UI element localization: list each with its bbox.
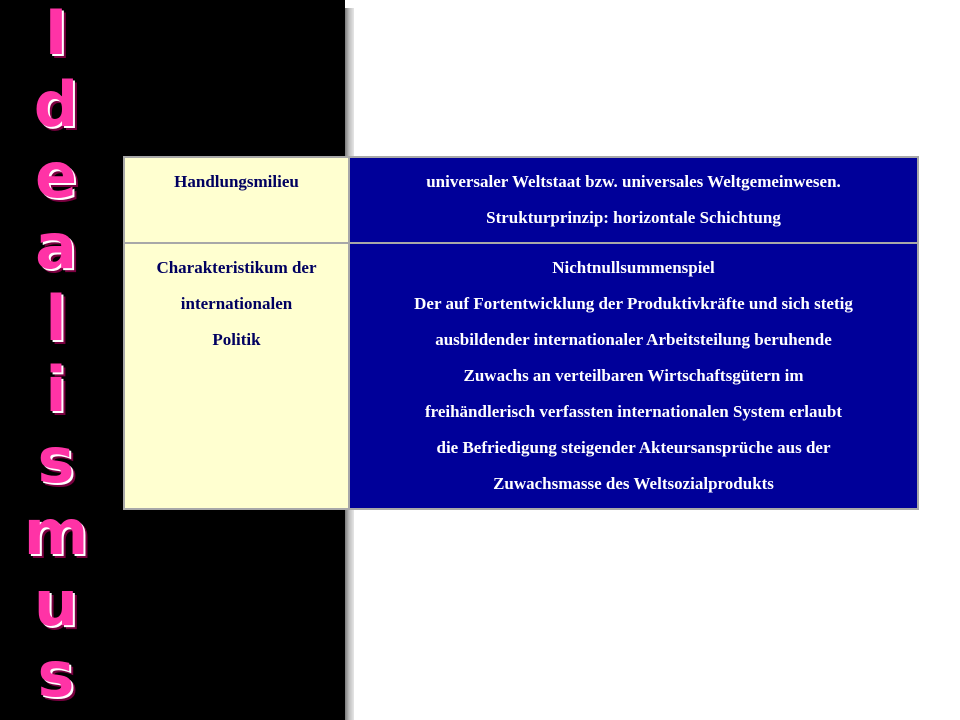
row-value-line: freihändlerisch verfassten internationalen System erlaubt xyxy=(424,402,843,421)
row-label-line: Charakteristikum der xyxy=(156,258,317,277)
vertical-title xyxy=(0,0,112,720)
title-letter: e xyxy=(34,139,78,212)
comparison-table xyxy=(123,156,919,510)
row-label-cell xyxy=(124,243,349,509)
title-letter: l xyxy=(45,282,67,355)
title-letter: u xyxy=(33,567,79,640)
row-label-cell xyxy=(124,157,349,243)
title-letter: m xyxy=(23,496,89,569)
table-row-charakteristikum xyxy=(124,243,918,509)
row-value-line: ausbildender internationaler Arbeitsteilung beruhende xyxy=(435,330,832,349)
title-letter: s xyxy=(37,638,75,711)
table-row-handlungsmilieu xyxy=(124,157,918,243)
row-value-line: universaler Weltstaat bzw. universales Weltgemeinwesen. xyxy=(426,172,841,191)
row-label-line: internationalen xyxy=(180,294,293,313)
row-value-cell xyxy=(349,243,918,509)
row-label-line: Politik xyxy=(212,330,261,349)
row-value-line: die Befriedigung steigender Akteursansprüche aus der xyxy=(436,438,831,457)
row-label-line: Handlungsmilieu xyxy=(174,172,299,191)
title-letter: i xyxy=(45,353,67,426)
row-value-cell xyxy=(349,157,918,243)
row-value-line: Strukturprinzip: horizontale Schichtung xyxy=(486,208,781,227)
title-letter: a xyxy=(35,210,77,283)
title-letter: d xyxy=(33,68,79,141)
row-value-line: Der auf Fortentwicklung der Produktivkräfte und sich stetig xyxy=(414,294,853,313)
row-value-line: Zuwachsmasse des Weltsozialprodukts xyxy=(493,474,774,493)
row-value-line: Nichtnullsummenspiel xyxy=(552,258,715,277)
title-letter: I xyxy=(44,0,68,69)
row-value-line: Zuwachs an verteilbaren Wirtschaftsgütern im xyxy=(463,366,804,385)
title-letter: s xyxy=(37,424,75,497)
